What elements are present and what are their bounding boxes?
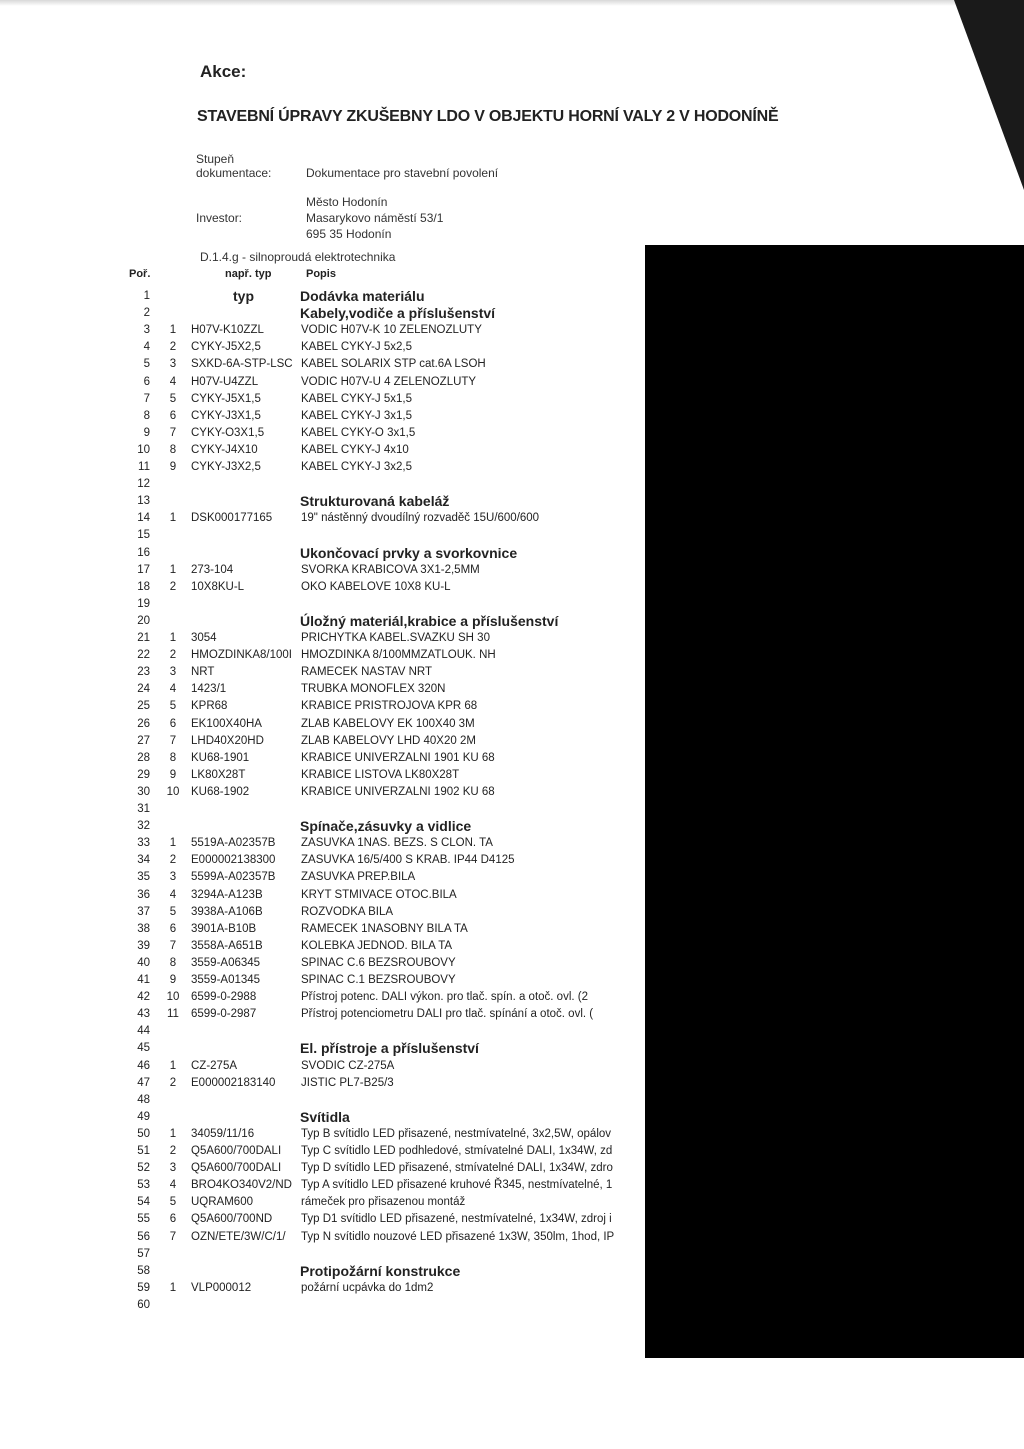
item-description: SPINAC C.6 BEZSROUBOVY [301,956,456,969]
item-description: ROZVODKA BILA [301,905,394,918]
item-description: KABEL CYKY-J 5x1,5 [301,392,413,405]
item-index: 8 [169,751,177,764]
item-code: OZN/ETE/3W/C/1/ [191,1230,286,1243]
row-number: 56 [137,1230,150,1243]
item-description: Typ N svítidlo nouzové LED přisazené 1x3W, 350lm, 1hod, IP [301,1230,615,1243]
item-description: Typ B svítidlo LED přisazené, nestmívatelné, 3x2,5W, opálov [301,1127,612,1140]
row-number: 11 [138,461,150,473]
item-code: 5519A-A02357B [191,837,276,850]
row-number: 6 [143,375,150,388]
item-index: 2 [169,1145,177,1157]
item-code: H07V-U4ZZL [191,375,259,388]
item-code: 3901A-B10B [191,922,257,935]
item-code: LK80X28T [191,768,246,781]
item-index: 9 [169,461,177,473]
dokumentace-label: dokumentace: [196,166,272,180]
section-heading: Strukturovaná kabeláž [300,493,450,510]
row-number: 48 [137,1093,150,1106]
row-number: 30 [137,785,150,798]
item-description: RAMECEK NASTAV NRT [301,666,432,679]
row-number: 9 [143,426,150,439]
item-code: UQRAM600 [191,1196,253,1209]
item-code: 6599-0-2987 [191,1008,257,1021]
item-index: 10 [166,991,180,1004]
item-description: RAMECEK 1NASOBNY BILA TA [301,922,468,935]
item-code: CYKY-J5X2,5 [191,341,261,354]
item-code: BRO4KO340V2/ND [191,1179,292,1192]
row-number: 3 [143,324,150,337]
item-description: ZLAB KABELOVY LHD 40X20 2M [301,734,476,747]
column-header-popis: Popis [306,268,336,280]
item-index: 6 [169,922,177,935]
item-description: ZASUVKA 16/5/400 S KRAB. IP44 D4125 [301,854,515,867]
row-number: 26 [137,717,150,730]
item-description: ZASUVKA PREP.BILA [301,871,416,884]
row-number: 41 [137,974,150,986]
item-index: 4 [169,375,177,388]
row-number: 7 [143,392,150,405]
item-code: 3054 [191,632,217,644]
row-number: 60 [137,1298,150,1311]
item-code: DSK000177165 [191,512,273,525]
item-index: 3 [169,871,177,884]
row-number: 43 [137,1008,150,1021]
row-number: 50 [137,1127,150,1140]
item-index: 1 [169,1281,177,1294]
row-number: 4 [143,341,150,354]
item-index: 2 [169,341,177,354]
section-code: D.1.4.g - silnoproudá elektrotechnika [200,250,396,264]
item-index: 1 [169,1059,177,1072]
item-index: 7 [169,1230,177,1243]
row-number: 8 [143,409,150,422]
item-index: 4 [169,683,177,696]
stupen-value: Dokumentace pro stavební povolení [306,166,499,180]
item-description: Typ C svítidlo LED podhledové, stmívatelné DALI, 1x34W, zd [301,1145,613,1157]
row-number: 38 [137,922,150,935]
item-description: Typ A svítidlo LED přisazené kruhové Ř345, nestmívatelné, 1 [301,1179,613,1192]
item-code: 6599-0-2988 [191,991,257,1004]
row-number: 54 [137,1196,150,1209]
row-number: 25 [137,700,150,713]
item-code: LHD40X20HD [191,734,264,747]
column-header-typ: např. typ [225,268,272,280]
item-index: 4 [169,888,177,901]
item-code: 1423/1 [191,683,227,696]
item-index: 6 [169,1213,177,1226]
row-number: 16 [137,546,150,559]
item-code: Q5A600/700DALI [191,1162,282,1175]
item-code: EK100X40HA [191,717,262,730]
row-number: 33 [137,837,150,850]
section-heading: Kabely,vodiče a příslušenství [300,305,496,322]
popis-big-label: Dodávka materiálu [300,288,425,304]
row-number: 15 [137,529,150,542]
row-number: 53 [137,1179,150,1192]
scan-edge [0,0,1024,6]
item-description: OKO KABELOVE 10X8 KU-L [301,580,451,593]
row-number: 40 [137,956,150,969]
item-code: KPR68 [191,700,228,713]
item-description: SVORKA KRABICOVA 3X1-2,5MM [301,563,480,576]
item-description: KABEL SOLARIX STP cat.6A LSOH [301,358,486,371]
item-description: KRYT STMIVACE OTOC.BILA [301,888,457,901]
item-index: 3 [169,358,177,371]
row-number: 22 [137,649,150,662]
item-description: ZASUVKA 1NAS. BEZS. S CLON. TA [301,837,493,850]
item-index: 10 [166,785,180,798]
item-description: KRABICE PRISTROJOVA KPR 68 [301,700,478,713]
item-index: 1 [169,837,177,850]
item-description: KOLEBKA JEDNOD. BILA TA [301,939,453,952]
item-description: KRABICE UNIVERZALNI 1902 KU 68 [301,785,495,798]
row-number: 32 [137,820,150,833]
item-code: 3558A-A651B [191,939,263,952]
item-index: 5 [169,1196,177,1209]
row-number: 49 [137,1110,150,1123]
item-code: 3559-A06345 [191,956,261,969]
item-description: SVODIC CZ-275A [301,1059,395,1072]
section-heading: El. přístroje a příslušenství [300,1040,479,1057]
item-description: požární ucpávka do 1dm2 [301,1281,434,1294]
row-number: 52 [137,1162,150,1175]
item-description: Typ D1 svítidlo LED přisazené, nestmívatelné, 1x34W, zdroj i [301,1213,612,1226]
item-index: 9 [169,974,177,986]
row-number: 57 [137,1247,150,1260]
item-code: Q5A600/700ND [191,1213,273,1226]
row-number: 31 [137,803,150,815]
item-description: KABEL CYKY-J 3x1,5 [301,409,413,422]
row-number: 45 [137,1042,150,1055]
item-code: Q5A600/700DALI [191,1145,282,1157]
item-index: 2 [169,854,177,867]
section-heading: Svítidla [300,1108,350,1125]
item-code: CZ-275A [191,1059,238,1072]
item-index: 8 [169,443,177,456]
item-description: KRABICE UNIVERZALNI 1901 KU 68 [301,751,495,764]
row-number: 18 [137,580,150,593]
row-number: 14 [137,512,150,525]
item-index: 1 [169,512,177,525]
item-code: CYKY-J5X1,5 [191,392,261,405]
item-code: CYKY-J4X10 [191,443,258,456]
row-number: 19 [137,597,150,610]
item-index: 8 [169,956,177,969]
item-index: 2 [169,649,177,662]
item-index: 1 [169,563,177,576]
row-number: 2 [143,307,150,320]
item-description: Přístroj potenc. DALI výkon. pro tlač. spín. a otoč. ovl. (2 [301,991,588,1004]
row-number: 12 [137,478,150,491]
item-index: 3 [169,666,177,679]
item-index: 5 [169,392,177,405]
item-code: H07V-K10ZZL [191,324,264,337]
item-description: VODIC H07V-K 10 ZELENOZLUTY [301,324,482,337]
row-number: 10 [137,443,150,456]
row-number: 59 [137,1281,150,1294]
row-number: 34 [137,854,150,867]
item-description: 19" nástěnný dvoudílný rozvaděč 15U/600/600 [301,512,540,525]
item-code: CYKY-J3X2,5 [191,461,261,473]
item-index: 5 [169,700,177,713]
item-description: KABEL CYKY-J 5x2,5 [301,341,413,354]
item-index: 2 [169,580,177,593]
item-code: 5599A-A02357B [191,871,276,884]
document-title: STAVEBNÍ ÚPRAVY ZKUŠEBNY LDO V OBJEKTU HORNÍ VALY 2 V HODONÍNĚ [197,108,779,125]
item-index: 4 [169,1179,177,1192]
row-number: 35 [137,871,150,884]
item-index: 7 [169,426,177,439]
item-index: 1 [169,632,177,644]
row-number: 24 [137,683,150,696]
item-description: TRUBKA MONOFLEX 320N [301,683,446,696]
item-code: 3938A-A106B [191,905,263,918]
typ-big-label: typ [233,288,254,304]
item-code: 273-104 [191,563,234,576]
item-description: JISTIC PL7-B25/3 [301,1076,394,1089]
item-description: KRABICE LISTOVA LK80X28T [301,768,460,781]
section-heading: Úložný materiál,krabice a příslušenství [300,612,559,629]
item-code: HMOZDINKA8/100I [191,649,292,662]
redaction-block [645,245,1024,1358]
row-number: 55 [137,1213,150,1226]
item-description: KABEL CYKY-O 3x1,5 [301,426,416,439]
item-code: 34059/11/16 [191,1127,255,1140]
item-index: 2 [169,1076,177,1089]
item-index: 9 [169,768,177,781]
item-code: SXKD-6A-STP-LSC [191,358,293,371]
row-number: 1 [143,290,150,302]
item-index: 7 [169,734,177,747]
item-index: 1 [169,324,177,337]
row-number: 36 [137,888,150,901]
item-description: VODIC H07V-U 4 ZELENOZLUTY [301,375,477,388]
item-index: 11 [167,1008,179,1021]
item-index: 1 [169,1127,177,1140]
row-number: 13 [137,495,150,508]
row-number: 29 [137,768,150,781]
row-number: 37 [137,905,150,918]
item-description: Typ D svítidlo LED přisazené, stmívatelné DALI, 1x34W, zdro [301,1162,613,1175]
item-code: 3559-A01345 [191,974,261,986]
investor-line1: Město Hodonín [306,195,388,209]
item-index: 7 [169,939,177,952]
item-code: VLP000012 [191,1281,252,1294]
item-index: 3 [169,1162,177,1175]
item-description: SPINAC C.1 BEZSROUBOVY [301,974,456,986]
row-number: 21 [137,632,150,644]
item-description: KABEL CYKY-J 3x2,5 [301,461,413,473]
section-heading: Ukončovací prvky a svorkovnice [300,544,518,561]
item-code: NRT [191,666,215,679]
row-number: 42 [137,991,150,1004]
item-code: E000002183140 [191,1076,276,1089]
item-code: KU68-1901 [191,751,250,764]
row-number: 44 [137,1025,150,1038]
item-description: HMOZDINKA 8/100MMZATLOUK. NH [301,649,496,662]
item-description: PRICHYTKA KABEL.SVAZKU SH 30 [301,632,490,644]
row-number: 51 [137,1145,150,1157]
item-index: 6 [169,717,177,730]
item-description: ZLAB KABELOVY EK 100X40 3M [301,717,475,730]
item-code: 3294A-A123B [191,888,263,901]
row-number: 20 [137,614,150,627]
item-index: 5 [169,905,177,918]
item-index: 6 [169,409,177,422]
row-number: 47 [137,1076,150,1089]
section-heading: Spínače,zásuvky a vidlice [300,818,472,835]
row-number: 58 [137,1264,150,1277]
stupen-label: Stupeň [196,152,235,166]
row-number: 5 [143,358,150,371]
row-number: 23 [137,666,150,679]
investor-label: Investor: [196,211,243,225]
row-number: 46 [137,1059,150,1072]
row-number: 17 [137,563,150,576]
item-code: CYKY-O3X1,5 [191,426,265,439]
column-header-por: Poř. [129,268,151,280]
item-description: Přístroj potenciometru DALI pro tlač. spínání a otoč. ovl. ( [301,1008,594,1021]
investor-line2: Masarykovo náměstí 53/1 [306,211,444,225]
row-number: 39 [137,939,150,952]
akce-label: Akce: [200,62,247,81]
item-description: KABEL CYKY-J 4x10 [301,443,409,456]
scan-dark-corner [954,0,1024,190]
row-number: 27 [137,734,150,747]
item-description: rámeček pro přisazenou montáž [301,1196,466,1209]
section-heading: Protipožární konstrukce [300,1262,461,1279]
row-number: 28 [137,751,150,764]
item-code: CYKY-J3X1,5 [191,409,261,422]
investor-line3: 695 35 Hodonín [306,227,392,241]
item-code: E000002138300 [191,854,276,867]
item-code: KU68-1902 [191,785,250,798]
item-code: 10X8KU-L [191,580,245,593]
